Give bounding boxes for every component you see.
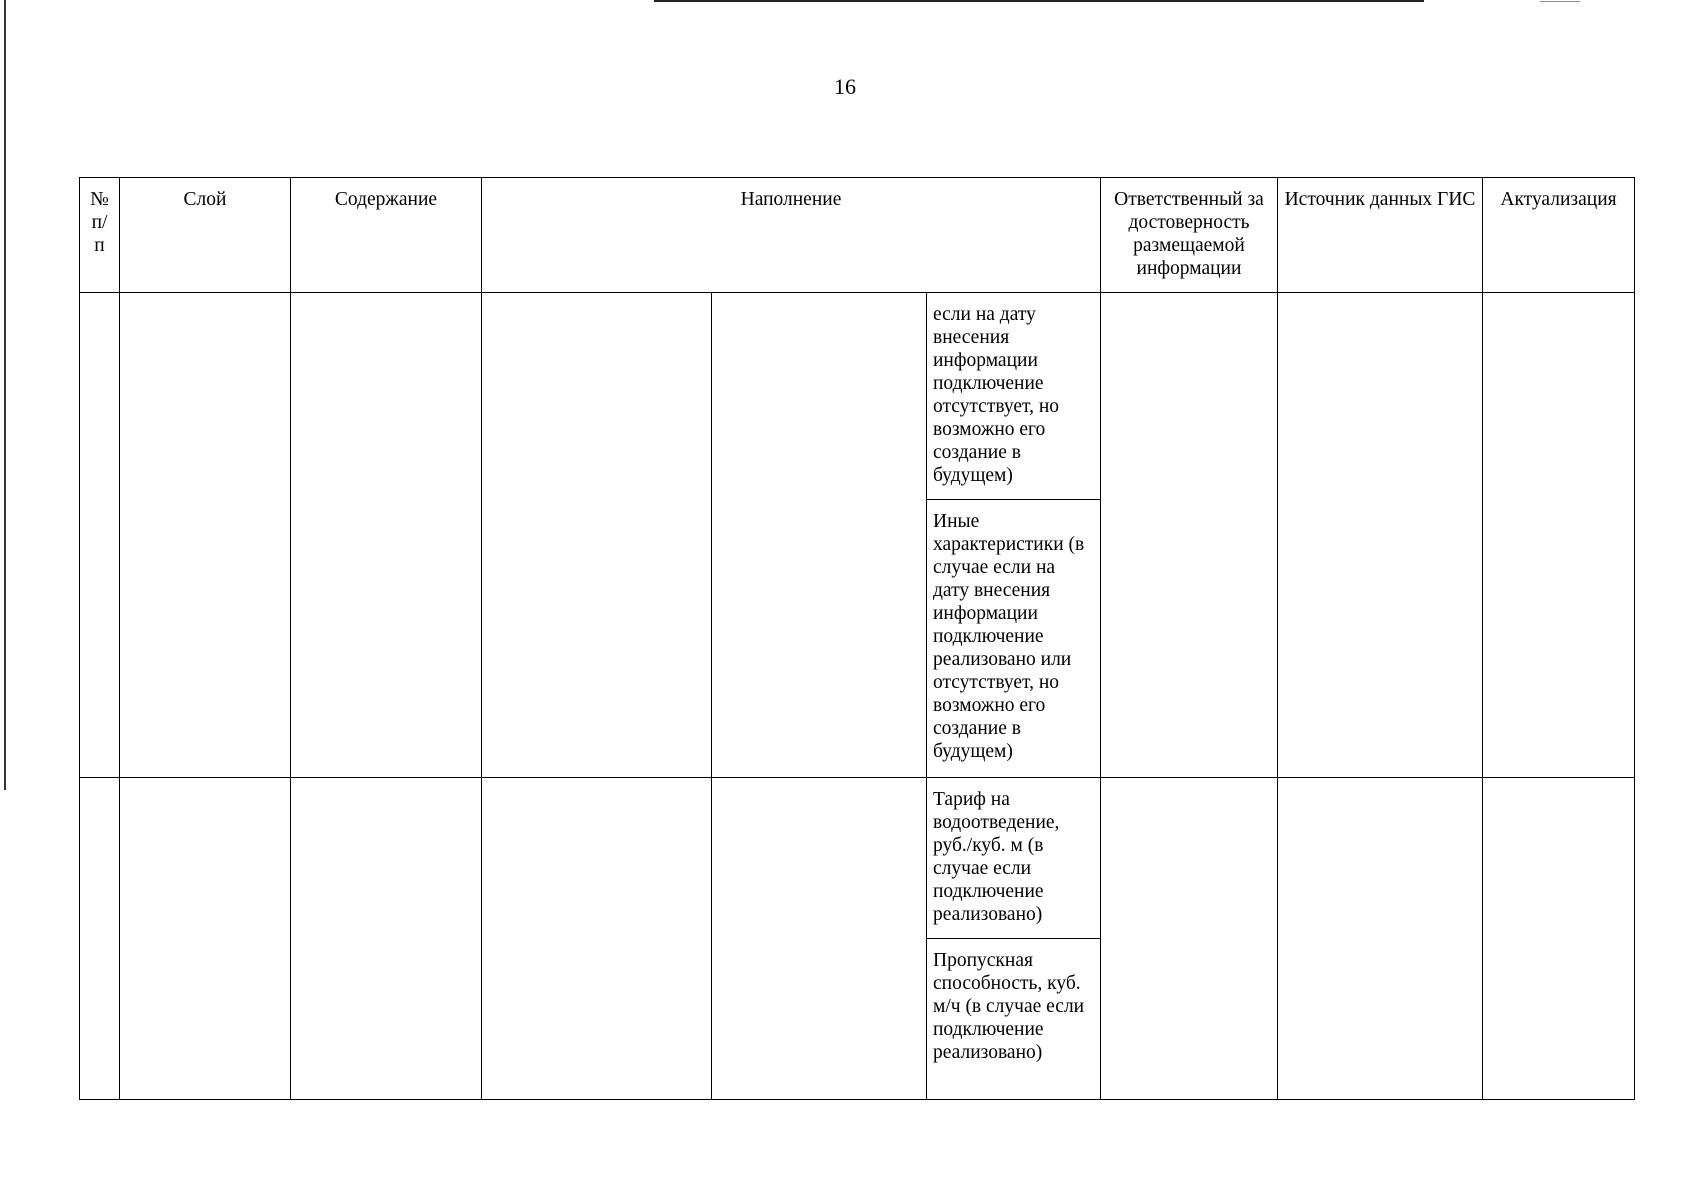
cell-filling-text: если на дату внесения информации подключение отсутствует, но возможно его создание в будущем) [927,293,1101,500]
table-row [80,293,1635,500]
header-update: Актуализация [1483,178,1635,293]
cell-responsible [1101,293,1278,778]
cell-filling-a [482,293,712,778]
table-header-row [80,178,1635,293]
table-row [80,778,1635,939]
cell-filling-b [712,293,927,778]
data-table [79,177,1635,1100]
cell-filling-text: Пропускная способность, куб. м/ч (в случае если подключение реализовано) [927,939,1101,1100]
cell-update [1483,293,1635,778]
cell-layer [120,778,291,1100]
cell-filling-text: Тариф на водоотведение, руб./куб. м (в случае если подключение реализовано) [927,778,1101,939]
scan-edge-line [654,0,1424,2]
cell-layer [120,293,291,778]
scan-left-edge [4,0,6,790]
cell-content [291,778,482,1100]
cell-num [80,293,120,778]
cell-responsible [1101,778,1278,1100]
header-filling: Наполнение [482,178,1101,293]
cell-content [291,293,482,778]
header-source: Источник данных ГИС [1278,178,1483,293]
cell-source [1278,293,1483,778]
cell-filling-text: Иные характеристики (в случае если на дату внесения информации подключение реализовано или отсутствует, но возможно его создание в будущем) [927,500,1101,778]
scan-edge-mark [1540,1,1580,2]
header-content: Содержание [291,178,482,293]
page-number: 16 [834,74,856,99]
cell-filling-b [712,778,927,1100]
cell-filling-a [482,778,712,1100]
header-num: № п/ п [80,178,120,293]
header-layer: Слой [120,178,291,293]
header-responsible: Ответственный за достоверность размещаемой информации [1101,178,1278,293]
cell-num [80,778,120,1100]
cell-source [1278,778,1483,1100]
cell-update [1483,778,1635,1100]
